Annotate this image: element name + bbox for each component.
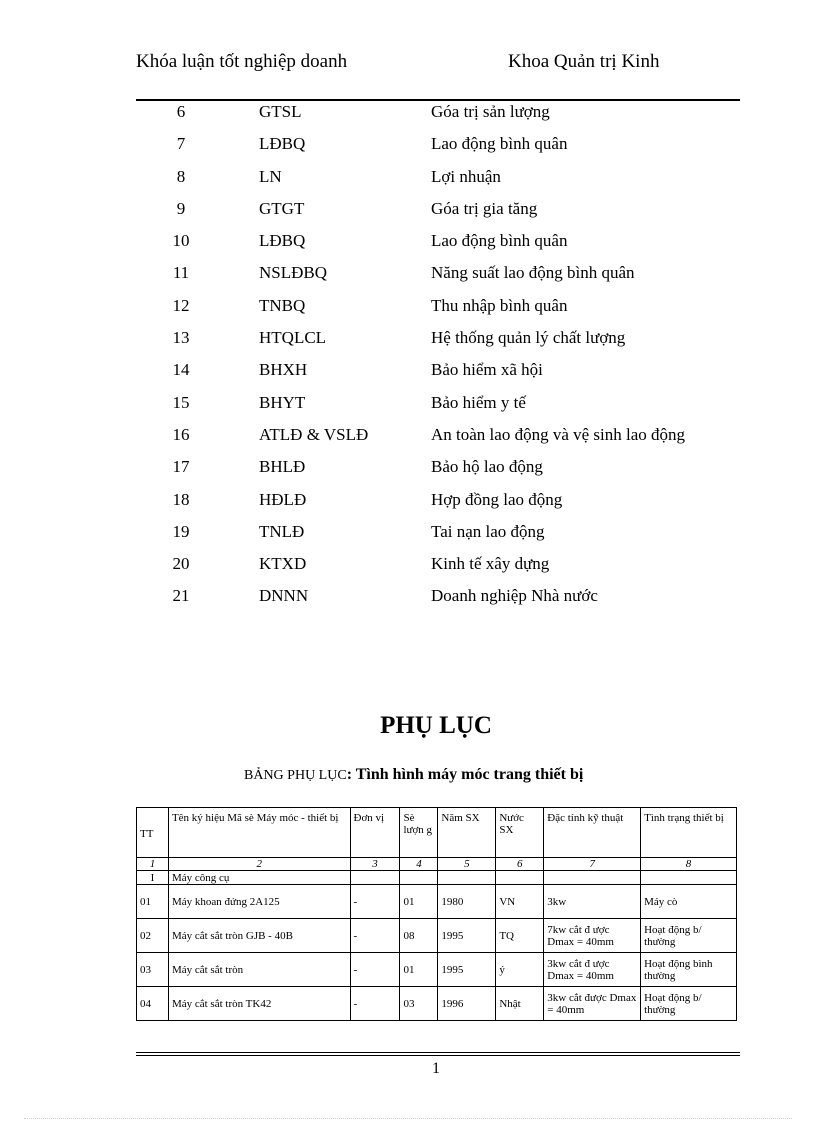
header-cell: Đơn vị <box>350 808 400 858</box>
table-cell-country: ý <box>496 953 544 987</box>
table-cell-name: Máy khoan đứng 2A125 <box>168 885 350 919</box>
abbreviation-row <box>0 358 816 390</box>
header-cell: Tên ký hiệu Mã sè Máy móc - thiết bị <box>168 808 350 858</box>
header-cell: Nước SX <box>496 808 544 858</box>
abbreviation-number: 13 <box>172 328 190 348</box>
column-number: 2 <box>168 858 350 871</box>
abbreviation-number: 14 <box>172 360 190 380</box>
section-row <box>137 871 737 885</box>
abbreviation-code: HTQLCL <box>259 328 327 348</box>
abbreviation-code: TNBQ <box>259 295 306 315</box>
abbreviation-row <box>0 488 816 520</box>
table-cell-tt: 01 <box>137 885 169 919</box>
abbreviation-number: 18 <box>172 489 190 509</box>
abbreviation-code: BHLĐ <box>259 457 306 477</box>
abbreviation-description: Kinh tế xây dựng <box>431 554 550 574</box>
table-cell-spec: 7kw cắt đ ược Dmax = 40mm <box>544 919 641 953</box>
abbreviation-row <box>0 165 816 197</box>
abbreviation-row <box>0 455 816 487</box>
table-cell-unit: - <box>350 953 400 987</box>
abbreviation-description: Năng suất lao động bình quân <box>431 263 635 283</box>
abbreviation-code: LN <box>259 166 282 186</box>
abbreviation-code: HĐLĐ <box>259 489 307 509</box>
table-cell-status: Hoạt động bình thường <box>641 953 737 987</box>
abbreviation-row <box>0 261 816 293</box>
column-number: 7 <box>544 858 641 871</box>
abbreviation-row <box>0 197 816 229</box>
appendix-subtitle <box>244 766 583 784</box>
table-cell-name: Máy cắt sắt tròn GJB - 40B <box>168 919 350 953</box>
abbreviation-code: KTXD <box>259 554 307 574</box>
table-cell-status: Hoạt động b/ thường <box>641 919 737 953</box>
abbreviation-row <box>0 132 816 164</box>
page-edge-divider <box>24 1118 792 1119</box>
page-number: 1 <box>432 1060 440 1077</box>
abbreviation-description: Góa trị sản lượng <box>431 102 550 121</box>
table-cell-status: Máy cò <box>641 885 737 919</box>
table-cell-spec: 3kw cắt được Dmax = 40mm <box>544 987 641 1021</box>
abbreviation-number: 10 <box>172 231 190 251</box>
abbreviation-number: 7 <box>176 134 186 154</box>
abbreviation-code: BHYT <box>259 392 306 412</box>
table-cell-tt: 02 <box>137 919 169 953</box>
abbreviation-row <box>0 423 816 455</box>
abbreviation-row <box>0 100 816 132</box>
abbreviation-number: 15 <box>172 392 190 412</box>
table-cell-country: TQ <box>496 919 544 953</box>
abbreviation-description: Lao động bình quân <box>431 231 568 251</box>
abbreviation-code: ATLĐ & VSLĐ <box>259 424 369 444</box>
table-cell-tt: 04 <box>137 987 169 1021</box>
table-row <box>137 953 737 987</box>
table-header-row <box>137 808 737 858</box>
abbreviation-code: TNLĐ <box>259 521 305 541</box>
abbreviation-code: NSLĐBQ <box>259 263 328 283</box>
equipment-table <box>136 807 737 1021</box>
header-cell: Tình trạng thiết bị <box>641 808 737 858</box>
footer-rule <box>136 1055 740 1056</box>
abbreviation-description: Doanh nghiệp Nhà nước <box>431 586 598 606</box>
section-name: Máy công cụ <box>168 871 350 885</box>
column-number: 5 <box>438 858 496 871</box>
section-tt: I <box>137 871 169 885</box>
table-cell-tt: 03 <box>137 953 169 987</box>
abbreviation-number: 9 <box>176 198 186 218</box>
table-cell-qty: 08 <box>400 919 438 953</box>
table-row <box>137 919 737 953</box>
abbreviation-row <box>0 229 816 261</box>
abbreviation-code: DNNN <box>259 586 309 606</box>
abbreviation-number: 19 <box>172 521 190 541</box>
abbreviation-description: Hệ thống quản lý chất lượng <box>431 328 626 348</box>
table-cell-year: 1995 <box>438 953 496 987</box>
table-cell-unit: - <box>350 919 400 953</box>
table-cell-year: 1980 <box>438 885 496 919</box>
abbreviation-code: LĐBQ <box>259 231 306 251</box>
appendix-title: PHỤ LỤC <box>380 712 492 739</box>
abbreviation-description: Thu nhập bình quân <box>431 295 568 315</box>
table-cell-name: Máy cắt sắt tròn <box>168 953 350 987</box>
appendix-subtitle-main: : Tình hình máy móc trang thiết bị <box>346 766 584 783</box>
abbreviation-number: 11 <box>172 263 190 283</box>
abbreviation-description: Hợp đồng lao động <box>431 489 563 509</box>
abbreviation-number: 6 <box>176 102 186 121</box>
table-cell-country: VN <box>496 885 544 919</box>
table-cell-qty: 03 <box>400 987 438 1021</box>
header-left-title: Khóa luận tốt nghiệp doanh <box>136 51 348 72</box>
table-cell-qty: 01 <box>400 953 438 987</box>
abbreviation-number: 8 <box>176 166 186 186</box>
abbreviation-number: 12 <box>172 295 190 315</box>
abbreviation-row <box>0 391 816 423</box>
table-cell-spec: 3kw cắt đ ược Dmax = 40mm <box>544 953 641 987</box>
abbreviation-row <box>0 520 816 552</box>
abbreviation-description: Tai nạn lao động <box>431 521 545 541</box>
table-cell-country: Nhật <box>496 987 544 1021</box>
abbreviation-description: Lao động bình quân <box>431 134 568 154</box>
header-cell: Đặc tính kỹ thuật <box>544 808 641 858</box>
header-cell: Sè lượn g <box>400 808 438 858</box>
abbreviation-number: 17 <box>172 457 190 477</box>
abbreviation-row <box>0 294 816 326</box>
table-cell-qty: 01 <box>400 885 438 919</box>
column-number: 3 <box>350 858 400 871</box>
abbreviation-description: Góa trị gia tăng <box>431 198 538 218</box>
column-number-row <box>137 858 737 871</box>
table-row <box>137 885 737 919</box>
abbreviation-code: GTSL <box>259 102 302 121</box>
table-cell-name: Máy cắt sắt tròn TK42 <box>168 987 350 1021</box>
abbreviation-description: Bảo hiểm y tế <box>431 392 526 412</box>
abbreviation-row <box>0 584 816 616</box>
abbreviation-number: 20 <box>172 554 190 574</box>
abbreviation-description: Lợi nhuận <box>431 166 501 186</box>
abbreviation-number: 16 <box>172 424 190 444</box>
table-cell-unit: - <box>350 987 400 1021</box>
appendix-subtitle-prefix: BẢNG PHỤ LỤC <box>244 768 347 783</box>
header-cell: TT <box>137 808 169 858</box>
abbreviation-row <box>0 326 816 358</box>
table-cell-unit: - <box>350 885 400 919</box>
abbreviation-number: 21 <box>172 586 190 606</box>
header-right-title: Khoa Quản trị Kinh <box>508 51 660 72</box>
column-number: 4 <box>400 858 438 871</box>
table-cell-spec: 3kw <box>544 885 641 919</box>
abbreviation-list <box>0 100 816 617</box>
footer-rule <box>136 1052 740 1053</box>
abbreviation-row <box>0 552 816 584</box>
abbreviation-description: An toàn lao động và vệ sinh lao động <box>431 424 686 444</box>
abbreviation-description: Bảo hộ lao động <box>431 457 543 477</box>
abbreviation-code: BHXH <box>259 360 308 380</box>
table-cell-year: 1996 <box>438 987 496 1021</box>
table-cell-year: 1995 <box>438 919 496 953</box>
column-number: 6 <box>496 858 544 871</box>
abbreviation-code: LĐBQ <box>259 134 306 154</box>
table-cell-status: Hoạt động b/ thường <box>641 987 737 1021</box>
abbreviation-code: GTGT <box>259 198 305 218</box>
abbreviation-description: Bảo hiểm xã hội <box>431 360 543 380</box>
header-cell: Năm SX <box>438 808 496 858</box>
table-row <box>137 987 737 1021</box>
column-number: 8 <box>641 858 737 871</box>
column-number: 1 <box>137 858 169 871</box>
